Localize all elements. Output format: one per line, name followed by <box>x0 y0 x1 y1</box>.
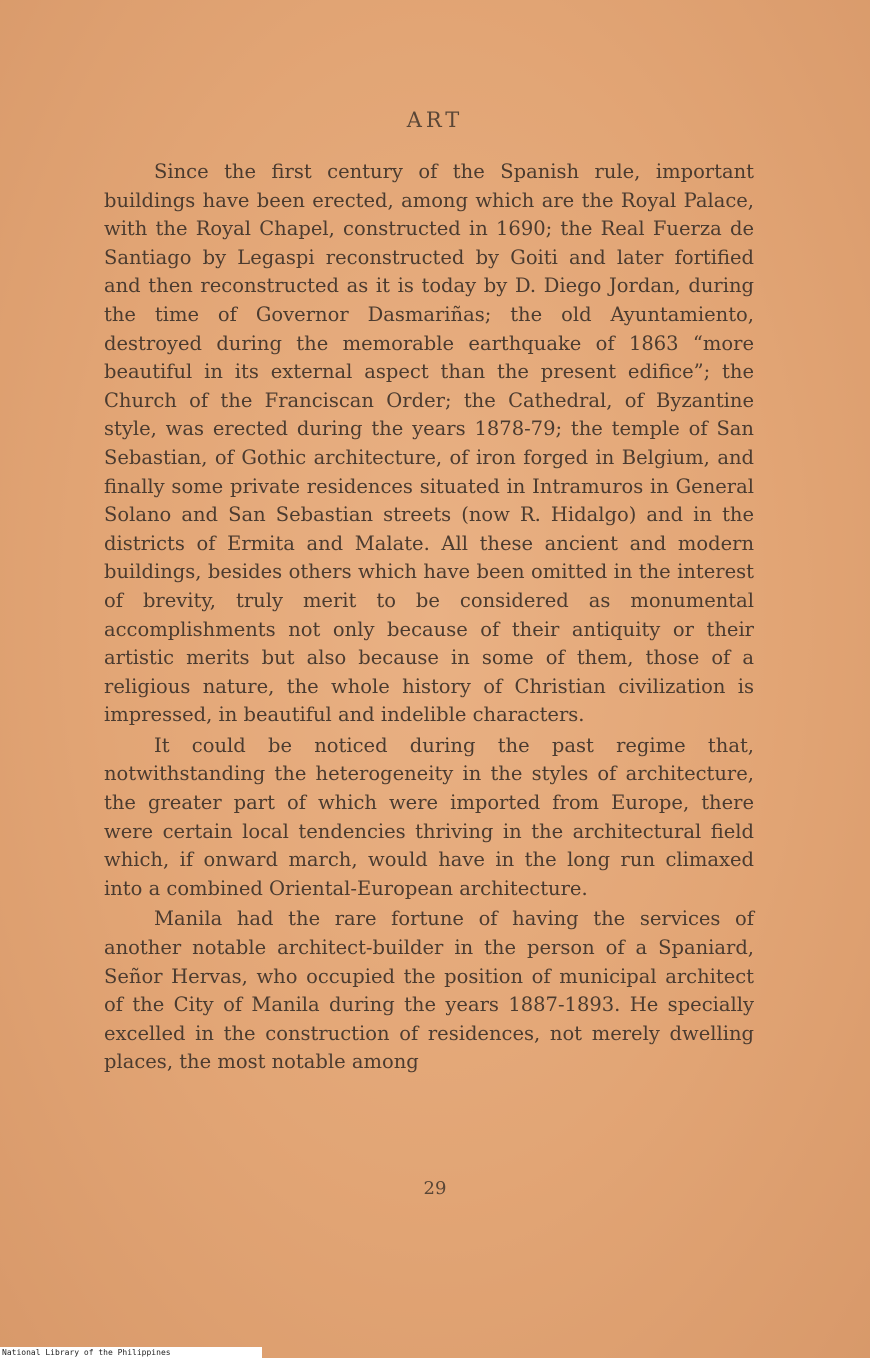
page-number: 29 <box>423 1178 447 1199</box>
body-text <box>104 158 754 1077</box>
paragraph: Since the first century of the Spanish rule, important buildings have been erected, among which are the Royal Palace, with the Royal Chapel, constructed in 1690; the Real Fuerza de Santiago by Legaspi reconstructed by Goiti and later fortified and then reconstructed as it is today by D. Diego Jordan, during the time of Governor Dasmariñas; the old Ayuntamiento, destroyed during the memorable earthquake of 1863 “more beautiful in its external aspect than the present edifice”; the Church of the Franciscan Order; the Cathedral, of Byzantine style, was erected during the years 1878-79; the temple of San Sebastian, of Gothic architecture, of iron forged in Belgium, and finally some private residences situated in Intramuros in General Solano and San Sebastian streets (now R. Hidalgo) and in the districts of Ermita and Malate. All these ancient and modern buildings, besides others which have been omitted in the interest of brevity, truly merit to be considered as monumental accomplishments not only because of their antiquity or their artistic merits but also because in some of them, those of a religious nature, the whole history of Christian civilization is impressed, in beautiful and indelible characters. <box>104 160 754 727</box>
footer-credit: National Library of the Philippines <box>0 1347 262 1358</box>
page-heading: ART <box>406 108 464 132</box>
paragraph: It could be noticed during the past regime that, notwithstanding the heterogeneity in the styles of architecture, the greater part of which were imported from Europe, there were certain local tendencies thriving in the architectural field which, if onward march, would have in the long run climaxed into a combined Oriental-European architecture. <box>104 733 754 900</box>
paragraph: Manila had the rare fortune of having the services of another notable architect-builder in the person of a Spaniard, Señor Hervas, who occupied the position of municipal architect of the City of Manila during the years 1887-1893. He specially excelled in the construction of residences, not merely dwelling places, the most notable among <box>104 907 754 1074</box>
